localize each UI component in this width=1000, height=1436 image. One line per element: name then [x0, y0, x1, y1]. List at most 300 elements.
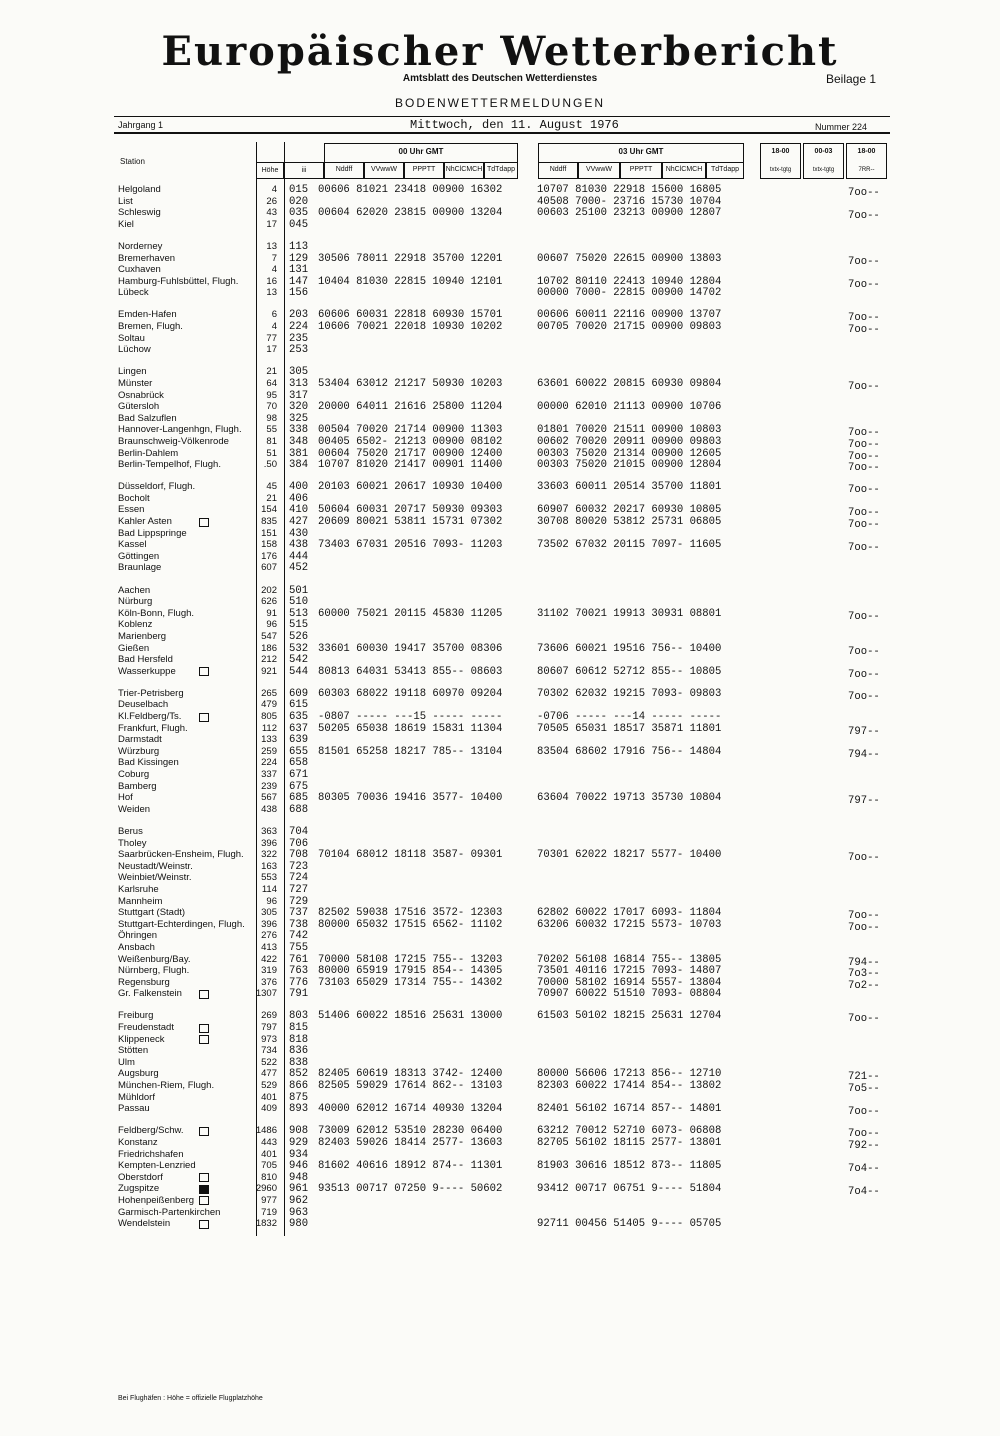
station-altitude: 43	[266, 207, 277, 219]
station-iii: 639	[289, 734, 309, 747]
right-col-label: 18-00	[857, 148, 876, 155]
station-name: Kl.Feldberg/Ts.	[118, 711, 182, 722]
obs-03: 80607 60612 52712 855-- 10805	[537, 665, 722, 678]
station-name: Freiburg	[118, 1010, 154, 1022]
station-name: Freudenstadt	[118, 1022, 174, 1033]
station-altitude: 13	[266, 287, 277, 299]
station-iii: 738	[289, 918, 309, 931]
station-name: Münster	[118, 377, 153, 389]
station-altitude: 529	[261, 1080, 277, 1091]
obs-03: 00602 70020 20911 00900 09803	[537, 435, 722, 448]
station-name: Bad Lippspringe	[118, 527, 187, 539]
obs-00: 82405 60619 18313 3742- 12400	[318, 1068, 503, 1081]
station-iii: 113	[289, 240, 309, 253]
obs-right: 7oo--	[848, 852, 880, 865]
station-altitude: 91	[266, 607, 277, 619]
station-marker-icon	[199, 667, 209, 676]
station-name: Neustadt/Weinstr.	[118, 860, 193, 872]
station-iii: 313	[289, 377, 309, 390]
station-name: Klippeneck	[118, 1033, 165, 1045]
obs-00: 93513 00717 07250 9---- 50602	[318, 1183, 503, 1196]
station-name: Kempten-Lenzried	[118, 1160, 196, 1172]
station-iii: 875	[289, 1091, 309, 1104]
obs-00: 00604 75020 21717 00900 12400	[318, 447, 503, 460]
station-altitude: 186	[261, 642, 277, 654]
group00-sub-label: Nddff	[335, 166, 353, 173]
obs-03: 63604 70022 19713 35730 10804	[537, 792, 722, 805]
station-name: Frankfurt, Flugh.	[118, 722, 188, 734]
obs-00: 80813 64031 53413 855-- 08603	[318, 665, 503, 678]
station-altitude: 810	[261, 1171, 277, 1183]
obs-00: -0807 ----- ---15 ----- -----	[318, 711, 503, 723]
station-iii: 526	[289, 630, 309, 643]
obs-right: 7o3--	[848, 968, 880, 981]
station-name: Saarbrücken-Ensheim, Flugh.	[118, 849, 244, 861]
station-iii: 147	[289, 275, 309, 288]
station-marker-icon	[199, 990, 209, 999]
obs-right: 7oo--	[848, 187, 880, 199]
station-altitude: 797	[261, 1022, 277, 1033]
station-name: Wendelstein	[118, 1218, 171, 1230]
station-name: Osnabrück	[118, 389, 164, 401]
station-marker-icon	[199, 1185, 209, 1194]
station-altitude: 363	[261, 825, 277, 837]
obs-03: 33603 60011 20514 35700 11801	[537, 481, 722, 494]
obs-00: 33601 60030 19417 35700 08306	[318, 642, 503, 655]
station-altitude: 17	[266, 344, 277, 356]
obs-03: 92711 00456 51405 9---- 05705	[537, 1218, 722, 1231]
station-iii: 946	[289, 1160, 309, 1173]
station-name: List	[118, 195, 133, 207]
obs-right: 7oo--	[848, 484, 880, 497]
station-name: Marienberg	[118, 630, 167, 642]
obs-00: 00405 6502- 21213 00900 08102	[318, 435, 503, 448]
station-iii: 706	[289, 837, 309, 850]
obs-right: 7oo--	[848, 645, 880, 658]
jahrgang-label: Jahrgang 1	[118, 120, 164, 130]
obs-03: 31102 70021 19913 30931 08801	[537, 607, 722, 620]
station-iii: 727	[289, 883, 309, 896]
station-name: Stuttgart (Stadt)	[118, 907, 186, 919]
obs-00: 80000 65032 17515 6562- 11102	[318, 918, 503, 931]
col-hoehe-box	[256, 162, 284, 179]
obs-03: 62802 60022 17017 6093- 11804	[537, 907, 722, 920]
obs-03: 63601 60022 20815 60930 09804	[537, 377, 722, 390]
station-name: Friedrichshafen	[118, 1148, 184, 1160]
station-name: Emden-Hafen	[118, 309, 177, 321]
obs-00: 81602 40616 18912 874-- 11301	[318, 1160, 503, 1173]
group00-sub-label: TdTdapp	[486, 166, 516, 173]
station-iii: 980	[289, 1218, 309, 1231]
obs-right: 7oo--	[848, 921, 880, 934]
station-name: Konstanz	[118, 1136, 158, 1148]
station-altitude: 413	[261, 941, 277, 953]
right-col-sublabel: txtx-tgtg	[769, 167, 792, 173]
station-altitude: 64	[266, 377, 277, 389]
obs-03: 30708 80020 53812 25731 06805	[537, 516, 722, 528]
station-iii: 438	[289, 539, 309, 552]
obs-right: 7oo--	[848, 438, 880, 451]
obs-00: 50604 60031 20717 50930 09303	[318, 504, 503, 517]
station-altitude: 337	[261, 769, 277, 780]
station-iii: 723	[289, 860, 309, 873]
obs-00: 70000 58108 17215 755-- 13203	[318, 953, 503, 966]
station-name: Mannheim	[118, 895, 163, 907]
obs-right: 7oo--	[848, 380, 880, 393]
station-iii: 400	[289, 481, 309, 494]
station-iii: 430	[289, 527, 309, 540]
col-iii: iii	[301, 167, 307, 174]
station-altitude: 4	[271, 321, 277, 332]
station-iii: 410	[289, 504, 309, 517]
station-iii: 929	[289, 1136, 309, 1149]
station-altitude: 443	[261, 1136, 277, 1148]
obs-right: 7oo--	[848, 462, 880, 475]
obs-00: 82502 59038 17516 3572- 12303	[318, 907, 503, 920]
station-altitude: 396	[261, 918, 277, 930]
station-name: Karlsruhe	[118, 883, 159, 895]
group00-label: 00 Uhr GMT	[398, 147, 444, 156]
station-iii: 015	[289, 184, 309, 196]
station-altitude: 133	[261, 734, 277, 746]
obs-03: 01801 70020 21511 00900 10803	[537, 424, 722, 437]
obs-right: 7o2--	[848, 979, 880, 992]
obs-03: 10707 81030 22918 15600 16805	[537, 184, 722, 196]
station-name: Stuttgart-Echterdingen, Flugh.	[118, 918, 245, 930]
station-iii: 532	[289, 642, 309, 655]
group00-sub-label: NhClCMCH	[445, 166, 483, 173]
station-name: Gütersloh	[118, 401, 160, 413]
obs-03: 70907 60022 51510 7093- 08804	[537, 988, 722, 1001]
station-altitude: 376	[261, 976, 277, 988]
station-altitude: 401	[261, 1148, 277, 1160]
station-altitude: .50	[263, 459, 277, 471]
group00-sub-label: PPPTT	[412, 166, 436, 173]
station-name: Berlin-Dahlem	[118, 447, 179, 459]
station-altitude: 4	[271, 264, 277, 276]
group03-subheader	[538, 162, 744, 179]
station-iii: 688	[289, 803, 309, 816]
obs-right: 794--	[848, 748, 880, 761]
station-altitude: 977	[261, 1194, 277, 1206]
station-iii: 685	[289, 792, 309, 805]
obs-03: 10702 80110 22413 10940 12804	[537, 275, 722, 288]
station-altitude: 114	[261, 883, 277, 895]
station-iii: 755	[289, 941, 309, 954]
station-altitude: 319	[261, 965, 277, 977]
station-name: Kahler Asten	[118, 516, 172, 527]
station-altitude: 547	[261, 630, 277, 642]
obs-00: 80000 65919 17915 854-- 14305	[318, 965, 503, 978]
station-marker-icon	[199, 1196, 209, 1205]
station-altitude: 522	[261, 1056, 277, 1068]
divider-hoehe	[284, 142, 285, 1236]
obs-03: 00705 70020 21715 00900 09803	[537, 321, 722, 333]
obs-right: 7oo--	[848, 1013, 880, 1026]
station-altitude: 805	[261, 711, 277, 722]
station-iii: 815	[289, 1022, 309, 1034]
station-marker-icon	[199, 1220, 209, 1229]
station-altitude: 163	[261, 860, 277, 872]
obs-00: 51406 60022 18516 25631 13000	[318, 1010, 503, 1023]
station-iii: 737	[289, 907, 309, 920]
station-name: Coburg	[118, 769, 150, 780]
station-name: Oberstdorf	[118, 1171, 163, 1183]
station-iii: 761	[289, 953, 309, 966]
station-name: Schleswig	[118, 207, 161, 219]
station-altitude: 21	[266, 366, 277, 378]
obs-right: 7oo--	[848, 542, 880, 555]
station-altitude: 259	[261, 745, 277, 757]
station-altitude: 96	[266, 619, 277, 631]
station-altitude: 422	[261, 953, 277, 965]
obs-00: 10707 81020 21417 00901 11400	[318, 459, 503, 472]
station-iii: 961	[289, 1183, 309, 1196]
station-altitude: 553	[261, 872, 277, 884]
obs-03: 73606 60021 19516 756-- 10400	[537, 642, 722, 655]
beilage-label: Beilage 1	[826, 72, 877, 86]
obs-right: 794--	[848, 956, 880, 969]
station-iii: 542	[289, 654, 309, 667]
station-name: Lüchow	[118, 344, 151, 356]
header-rule-bottom	[114, 132, 890, 134]
subtitle: Amtsblatt des Deutschen Wetterdienstes	[402, 73, 598, 84]
station-name: Bremerhaven	[118, 252, 176, 264]
station-iii: 253	[289, 344, 309, 357]
obs-03: 83504 68602 17916 756-- 14804	[537, 745, 722, 758]
obs-03: 82401 56102 16714 857-- 14801	[537, 1103, 722, 1116]
station-altitude: 21	[266, 492, 277, 504]
obs-00: 82505 59029 17614 862-- 13103	[318, 1080, 503, 1092]
obs-right: 7oo--	[848, 668, 880, 681]
obs-right: 7oo--	[848, 910, 880, 923]
station-iii: 635	[289, 711, 309, 723]
obs-00: 82403 59026 18414 2577- 13603	[318, 1136, 503, 1149]
station-iii: 235	[289, 332, 309, 345]
group03-sub-label: TdTdapp	[710, 166, 740, 173]
station-iii: 338	[289, 424, 309, 437]
obs-03: 60907 60032 20217 60930 10805	[537, 504, 722, 517]
group03-label: 03 Uhr GMT	[618, 147, 664, 156]
station-altitude: 322	[261, 849, 277, 861]
obs-right: 7oo--	[848, 610, 880, 623]
station-iii: 444	[289, 550, 309, 563]
obs-right: 7oo--	[848, 210, 880, 223]
station-iii: 803	[289, 1010, 309, 1023]
station-altitude: 7	[271, 252, 277, 264]
obs-00: 73103 65029 17314 755-- 14302	[318, 976, 503, 989]
station-iii: 510	[289, 596, 309, 609]
station-altitude: 607	[261, 562, 277, 574]
station-iii: 838	[289, 1056, 309, 1069]
station-iii: 515	[289, 619, 309, 632]
station-iii: 224	[289, 321, 309, 333]
station-altitude: 276	[261, 930, 277, 942]
obs-right: 7oo--	[848, 690, 880, 703]
obs-03: 70302 62032 19215 7093- 09803	[537, 687, 722, 700]
station-iii: 852	[289, 1068, 309, 1081]
obs-03: 00606 60011 22116 00900 13707	[537, 309, 722, 322]
obs-right: 7oo--	[848, 519, 880, 531]
station-name: Tholey	[118, 837, 147, 849]
station-name: Öhringen	[118, 930, 158, 942]
obs-right: 7oo--	[848, 507, 880, 520]
station-name: Lübeck	[118, 287, 149, 299]
group03-sub-label: VVwwW	[585, 166, 613, 173]
obs-03: 00303 75020 21314 00900 12605	[537, 447, 722, 460]
obs-00: 00504 70020 21714 00900 11303	[318, 424, 503, 437]
station-marker-icon	[199, 1024, 209, 1033]
obs-00: 81501 65258 18217 785-- 13104	[318, 745, 503, 758]
date-label: Mittwoch, den 11. August 1976	[410, 118, 619, 132]
station-altitude: 158	[261, 539, 277, 551]
station-altitude: 81	[266, 435, 277, 447]
obs-00: 60303 68022 19118 60970 09204	[318, 687, 503, 700]
station-altitude: 95	[266, 389, 277, 401]
station-iii: 381	[289, 447, 309, 460]
station-iii: 637	[289, 722, 309, 735]
station-iii: 776	[289, 976, 309, 989]
station-altitude: 239	[261, 780, 277, 792]
station-altitude: 13	[266, 240, 277, 252]
station-iii: 962	[289, 1194, 309, 1207]
station-name: Hof	[118, 792, 133, 804]
obs-right: 7oo--	[848, 427, 880, 440]
station-name: Darmstadt	[118, 734, 162, 746]
station-iii: 908	[289, 1125, 309, 1138]
obs-right: 797--	[848, 725, 880, 738]
obs-00: 20000 64011 21616 25800 11204	[318, 401, 503, 414]
station-altitude: 26	[266, 195, 277, 207]
obs-right: 7oo--	[848, 255, 880, 268]
station-altitude: 96	[266, 895, 277, 907]
station-name: Cuxhaven	[118, 264, 161, 276]
station-altitude: 835	[261, 516, 277, 527]
obs-00: 60606 60031 22818 60930 15701	[318, 309, 503, 322]
station-altitude: 305	[261, 907, 277, 919]
obs-03: 70000 58102 16914 5557- 13804	[537, 976, 722, 989]
obs-03: 63212 70012 52710 6073- 06808	[537, 1125, 722, 1138]
group00-subheader	[324, 162, 518, 179]
station-marker-icon	[199, 1173, 209, 1182]
station-name: Bad Kissingen	[118, 757, 179, 769]
station-altitude: 51	[266, 447, 277, 459]
station-altitude: 77	[266, 332, 277, 344]
station-name: Wasserkuppe	[118, 665, 176, 677]
group03-sub-label: NhClCMCH	[665, 166, 703, 173]
station-iii: 934	[289, 1148, 309, 1161]
header-rule	[114, 116, 890, 117]
station-iii: 131	[289, 264, 309, 277]
station-name: Feldberg/Schw.	[118, 1125, 184, 1137]
obs-right: 7oo--	[848, 312, 880, 325]
station-name: Helgoland	[118, 184, 161, 195]
obs-right: 7o5--	[848, 1083, 880, 1095]
right-header	[760, 143, 890, 179]
obs-right: 792--	[848, 1139, 880, 1152]
station-name: Nürnberg, Flugh.	[118, 965, 190, 977]
obs-right: 7oo--	[848, 324, 880, 336]
obs-right: 7o4--	[848, 1163, 880, 1176]
station-name: Würzburg	[118, 745, 160, 757]
obs-03: 00607 75020 22615 00900 13803	[537, 252, 722, 265]
station-name: Düsseldorf, Flugh.	[118, 481, 196, 493]
obs-right: 7o4--	[848, 1186, 880, 1199]
obs-00: 80305 70036 19416 3577- 10400	[318, 792, 503, 805]
station-iii: 675	[289, 780, 309, 793]
station-altitude: 45	[266, 481, 277, 493]
station-altitude: 734	[261, 1045, 277, 1057]
station-name: Augsburg	[118, 1068, 159, 1080]
station-name: Aachen	[118, 584, 151, 596]
station-name: Köln-Bonn, Flugh.	[118, 607, 195, 619]
right-col-label: 18-00	[771, 148, 790, 155]
station-altitude: 973	[261, 1033, 277, 1045]
obs-03: 00000 7000- 22815 00900 14702	[537, 287, 722, 300]
station-iii: 866	[289, 1080, 309, 1092]
station-name: Norderney	[118, 240, 163, 252]
station-altitude: 269	[261, 1010, 277, 1022]
station-iii: 035	[289, 207, 309, 220]
station-name: Bad Salzuflen	[118, 412, 177, 424]
obs-03: 40508 7000- 23716 15730 10704	[537, 195, 722, 208]
station-marker-icon	[199, 1035, 209, 1044]
right-col-sublabel: txtx-tgtg	[812, 167, 835, 173]
station-iii: 671	[289, 769, 309, 781]
station-name: Ansbach	[118, 941, 155, 953]
obs-03: 73502 67032 20115 7097- 11605	[537, 539, 722, 552]
obs-03: 00603 25100 23213 00900 12807	[537, 207, 722, 220]
station-altitude: 626	[261, 596, 277, 608]
right-col-label: 00-03	[814, 148, 833, 155]
station-iii: 384	[289, 459, 309, 472]
obs-03: 70202 56108 16814 755-- 13805	[537, 953, 722, 966]
station-iii: 406	[289, 492, 309, 505]
obs-right: 721--	[848, 1071, 880, 1084]
obs-right: 7oo--	[848, 1128, 880, 1141]
page-title: Europäischer Wetterbericht	[161, 28, 839, 75]
station-iii: 045	[289, 218, 309, 231]
obs-03: 61503 50102 18215 25631 12704	[537, 1010, 722, 1023]
station-altitude: 4	[271, 184, 277, 195]
station-altitude: 265	[261, 687, 277, 699]
obs-00: 10404 81030 22815 10940 12101	[318, 275, 503, 288]
station-iii: 658	[289, 757, 309, 770]
station-altitude: 567	[261, 792, 277, 804]
station-altitude: 70	[266, 401, 277, 413]
station-altitude: 2960	[255, 1183, 277, 1195]
station-iii: 729	[289, 895, 309, 908]
station-name: Göttingen	[118, 550, 160, 562]
station-altitude: 1307	[255, 988, 277, 1000]
station-name: Hohenpeißenberg	[118, 1194, 195, 1206]
station-name: Koblenz	[118, 619, 153, 631]
station-iii: 948	[289, 1171, 309, 1184]
station-name: Essen	[118, 504, 145, 516]
obs-03: 73501 40116 17215 7093- 14807	[537, 965, 722, 978]
station-name: Passau	[118, 1103, 150, 1115]
issue-number: Nummer 224	[815, 122, 868, 132]
station-iii: 452	[289, 562, 309, 575]
station-name: Regensburg	[118, 976, 170, 988]
station-name: Braunlage	[118, 562, 162, 574]
station-altitude: 409	[261, 1103, 277, 1115]
station-iii: 320	[289, 401, 309, 414]
station-iii: 020	[289, 195, 309, 208]
station-iii: 156	[289, 287, 309, 300]
obs-03: -0706 ----- ---14 ----- -----	[537, 711, 722, 723]
col-station: Station	[120, 157, 145, 166]
